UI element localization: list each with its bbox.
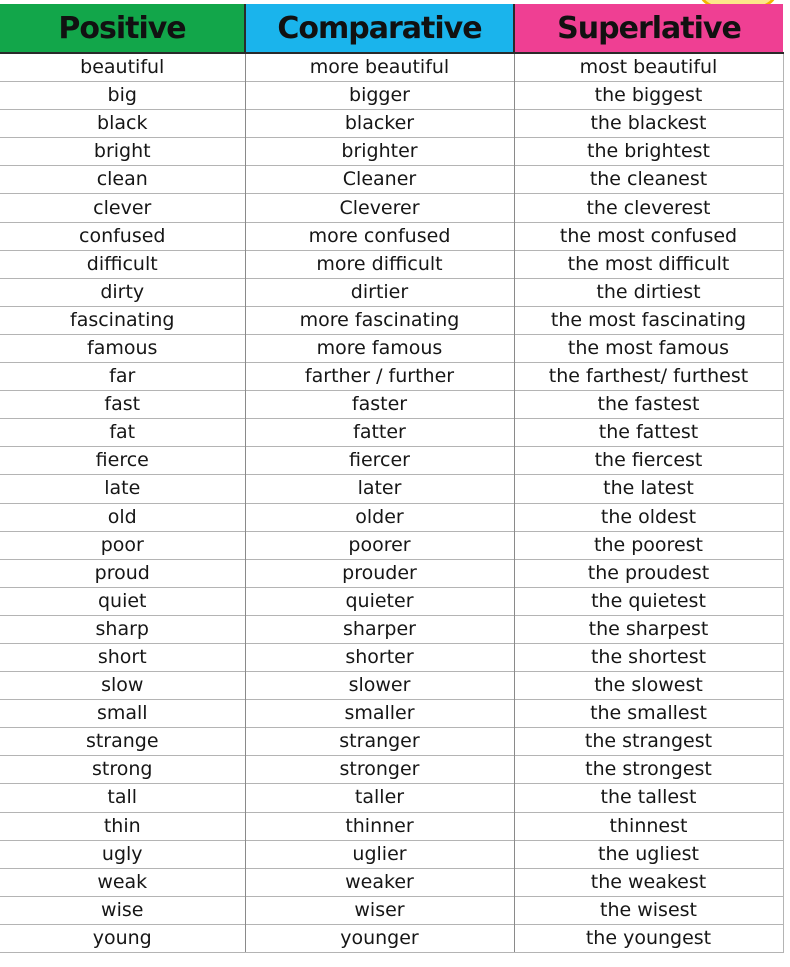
positive-cell: quiet — [0, 587, 245, 615]
superlative-cell: the sharpest — [514, 615, 783, 643]
superlative-cell: the smallest — [514, 700, 783, 728]
table-row — [0, 166, 783, 194]
superlative-cell: the proudest — [514, 559, 783, 587]
comparative-cell: bigger — [245, 82, 514, 110]
superlative-cell: the latest — [514, 475, 783, 503]
superlative-cell: the ugliest — [514, 840, 783, 868]
positive-cell: young — [0, 924, 245, 952]
positive-cell: fast — [0, 391, 245, 419]
superlative-cell: the tallest — [514, 784, 783, 812]
table-row — [0, 587, 783, 615]
positive-cell: confused — [0, 222, 245, 250]
positive-cell: short — [0, 643, 245, 671]
positive-cell: old — [0, 503, 245, 531]
table-row — [0, 615, 783, 643]
superlative-cell: the weakest — [514, 868, 783, 896]
table-body — [0, 53, 783, 953]
table-row — [0, 812, 783, 840]
table-row — [0, 531, 783, 559]
superlative-cell: the wisest — [514, 896, 783, 924]
comparative-cell: older — [245, 503, 514, 531]
superlative-cell: the biggest — [514, 82, 783, 110]
positive-cell: ugly — [0, 840, 245, 868]
positive-cell: proud — [0, 559, 245, 587]
positive-cell: strange — [0, 728, 245, 756]
table-row — [0, 559, 783, 587]
comparative-cell: faster — [245, 391, 514, 419]
comparative-cell: Cleverer — [245, 194, 514, 222]
comparative-header: Comparative — [245, 4, 514, 53]
table-row — [0, 250, 783, 278]
table-row — [0, 756, 783, 784]
positive-cell: slow — [0, 672, 245, 700]
superlative-cell: the most famous — [514, 334, 783, 362]
positive-cell: bright — [0, 138, 245, 166]
superlative-cell: the slowest — [514, 672, 783, 700]
table-row — [0, 643, 783, 671]
positive-cell: fascinating — [0, 306, 245, 334]
comparative-cell: stranger — [245, 728, 514, 756]
superlative-cell: the shortest — [514, 643, 783, 671]
header-row — [0, 4, 783, 53]
superlative-cell: the fastest — [514, 391, 783, 419]
table-row — [0, 82, 783, 110]
superlative-cell: the poorest — [514, 531, 783, 559]
table-row — [0, 868, 783, 896]
table-row — [0, 222, 783, 250]
table-row — [0, 334, 783, 362]
superlative-cell: the fattest — [514, 419, 783, 447]
superlative-cell: the farthest/ furthest — [514, 363, 783, 391]
comparative-cell: taller — [245, 784, 514, 812]
comparative-cell: Cleaner — [245, 166, 514, 194]
comparative-cell: weaker — [245, 868, 514, 896]
superlative-cell: the cleanest — [514, 166, 783, 194]
positive-cell: weak — [0, 868, 245, 896]
superlative-cell: the cleverest — [514, 194, 783, 222]
comparative-cell: farther / further — [245, 363, 514, 391]
superlative-cell: the oldest — [514, 503, 783, 531]
table-row — [0, 475, 783, 503]
positive-cell: small — [0, 700, 245, 728]
comparative-cell: slower — [245, 672, 514, 700]
table-row — [0, 924, 783, 952]
adjective-comparison-table — [0, 4, 784, 953]
superlative-cell: the strangest — [514, 728, 783, 756]
superlative-cell: the youngest — [514, 924, 783, 952]
superlative-cell: the most fascinating — [514, 306, 783, 334]
superlative-cell: the most difficult — [514, 250, 783, 278]
comparative-cell: fiercer — [245, 447, 514, 475]
comparative-cell: thinner — [245, 812, 514, 840]
positive-cell: poor — [0, 531, 245, 559]
comparative-cell: later — [245, 475, 514, 503]
comparative-cell: fatter — [245, 419, 514, 447]
positive-cell: clever — [0, 194, 245, 222]
table-row — [0, 728, 783, 756]
superlative-cell: the fiercest — [514, 447, 783, 475]
positive-cell: tall — [0, 784, 245, 812]
comparative-cell: younger — [245, 924, 514, 952]
comparative-cell: stronger — [245, 756, 514, 784]
comparative-cell: more difficult — [245, 250, 514, 278]
table-row — [0, 138, 783, 166]
positive-cell: beautiful — [0, 53, 245, 82]
table-row — [0, 840, 783, 868]
superlative-cell: most beautiful — [514, 53, 783, 82]
table-row — [0, 278, 783, 306]
comparative-cell: blacker — [245, 110, 514, 138]
superlative-cell: the dirtiest — [514, 278, 783, 306]
positive-cell: difficult — [0, 250, 245, 278]
comparative-cell: quieter — [245, 587, 514, 615]
positive-cell: black — [0, 110, 245, 138]
positive-cell: fierce — [0, 447, 245, 475]
positive-cell: strong — [0, 756, 245, 784]
table-row — [0, 672, 783, 700]
superlative-cell: the brightest — [514, 138, 783, 166]
comparative-cell: dirtier — [245, 278, 514, 306]
table-row — [0, 363, 783, 391]
positive-cell: dirty — [0, 278, 245, 306]
comparative-cell: more fascinating — [245, 306, 514, 334]
table-row — [0, 53, 783, 82]
positive-cell: fat — [0, 419, 245, 447]
superlative-cell: thinnest — [514, 812, 783, 840]
table-row — [0, 447, 783, 475]
superlative-cell: the quietest — [514, 587, 783, 615]
table-row — [0, 110, 783, 138]
table-row — [0, 419, 783, 447]
comparative-cell: wiser — [245, 896, 514, 924]
comparative-cell: prouder — [245, 559, 514, 587]
table-row — [0, 896, 783, 924]
comparative-cell: more beautiful — [245, 53, 514, 82]
positive-cell: late — [0, 475, 245, 503]
comparative-cell: brighter — [245, 138, 514, 166]
table-row — [0, 784, 783, 812]
positive-cell: famous — [0, 334, 245, 362]
superlative-cell: the strongest — [514, 756, 783, 784]
comparative-cell: poorer — [245, 531, 514, 559]
table-row — [0, 194, 783, 222]
superlative-cell: the most confused — [514, 222, 783, 250]
superlative-cell: the blackest — [514, 110, 783, 138]
positive-cell: far — [0, 363, 245, 391]
positive-cell: big — [0, 82, 245, 110]
positive-cell: sharp — [0, 615, 245, 643]
positive-cell: clean — [0, 166, 245, 194]
superlative-header: Superlative — [514, 4, 783, 53]
positive-header: Positive — [0, 4, 245, 53]
table-row — [0, 700, 783, 728]
comparative-cell: more famous — [245, 334, 514, 362]
comparative-cell: more confused — [245, 222, 514, 250]
comparative-cell: sharper — [245, 615, 514, 643]
positive-cell: thin — [0, 812, 245, 840]
comparative-cell: shorter — [245, 643, 514, 671]
table-row — [0, 391, 783, 419]
table-row — [0, 503, 783, 531]
comparative-cell: smaller — [245, 700, 514, 728]
table-row — [0, 306, 783, 334]
comparative-cell: uglier — [245, 840, 514, 868]
positive-cell: wise — [0, 896, 245, 924]
